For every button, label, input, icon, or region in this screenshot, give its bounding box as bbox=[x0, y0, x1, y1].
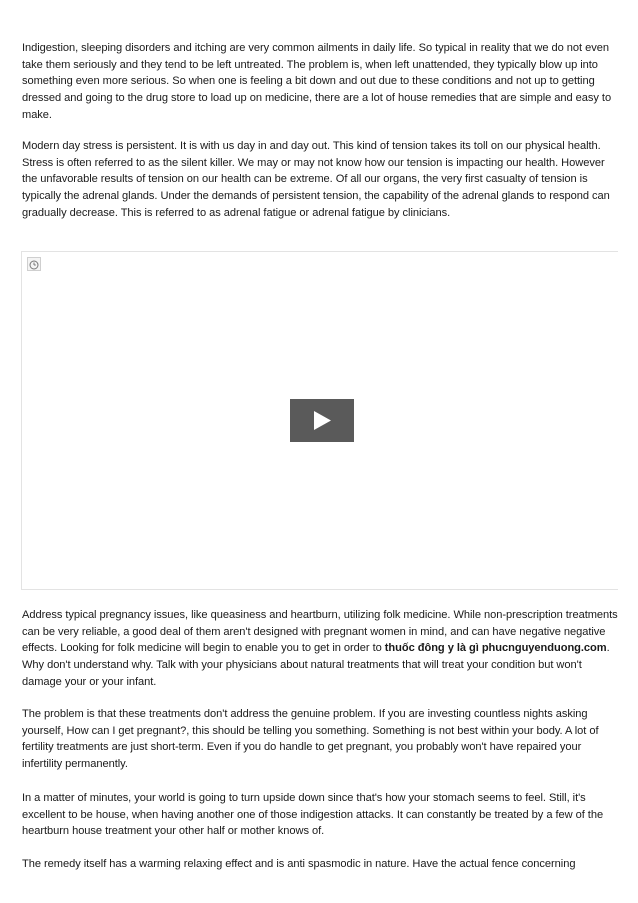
paragraph-stress: Modern day stress is persistent. It is with us day in and day out. This kind of tension takes its toll on our physical health. Stress is often referred to as the silent killer. We may or may not know how our tension is impacting our health. However the unfavorable results of tension on our health can be extreme. Of all our organs, the very first casualty of tension is typically the adrenal glands. Under the demands of persistent tension, the capability of the adrenal glands to respond can gradually decrease. This is referred to as adrenal fatigue or adrenal fatigue by clinicians. bbox=[22, 140, 610, 219]
paragraph-fertility: The problem is that these treatments don't address the genuine problem. If you are investing countless nights asking yourself, How can I get pregnant?, this should be telling you something. Something is not best within your body. A lot of fertility treatments are just short-term. Even if you do handle to get pregnant, you probably won't have repaired your infertility permanently. bbox=[22, 708, 599, 771]
video-embed[interactable] bbox=[21, 251, 618, 590]
paragraph-pregnancy bbox=[22, 607, 618, 691]
play-button[interactable] bbox=[290, 399, 354, 442]
play-icon bbox=[290, 399, 354, 442]
paragraph-pregnancy-text-1: Address typical pregnancy issues, like queasiness and heartburn, utilizing folk medicine. While non-prescription treatments can be very reliable, a good deal of them aren't designed with pregnant women in mind, and can have negative negative effects. Looking for folk medicine will begin to enable you to get in order to bbox=[22, 609, 618, 655]
paragraph-remedy: The remedy itself has a warming relaxing effect and is anti spasmodic in nature. Have the actual fence concerning bbox=[22, 858, 576, 870]
paragraph-pregnancy-link[interactable]: thuốc đông y là gì phucnguyenduong.com bbox=[384, 642, 607, 655]
clock-icon bbox=[27, 257, 41, 271]
paragraph-pregnancy-text-2: . Why don't understand why. Talk with your physicians about natural treatments that will treat your condition but won't damage your or your infant. bbox=[22, 642, 610, 688]
paragraph-heartburn: In a matter of minutes, your world is going to turn upside down since that's how your stomach seems to feel. Still, it's excellent to be house, when having another one of those indigestion attacks. It can constantly be treated by a few of the heartburn house treatment your other half or mother knows of. bbox=[22, 792, 604, 838]
paragraph-intro: Indigestion, sleeping disorders and itching are very common ailments in daily life. So typical in reality that we do not even take them seriously and they tend to be left untreated. The problem is, when left unattended, they typically blow up into something even more serious. So when one is feeling a bit down and out due to these conditions and not up to getting dressed and going to the drug store to load up on medicine, there are a lot of house remedies that are simple and easy to make. bbox=[22, 42, 612, 121]
